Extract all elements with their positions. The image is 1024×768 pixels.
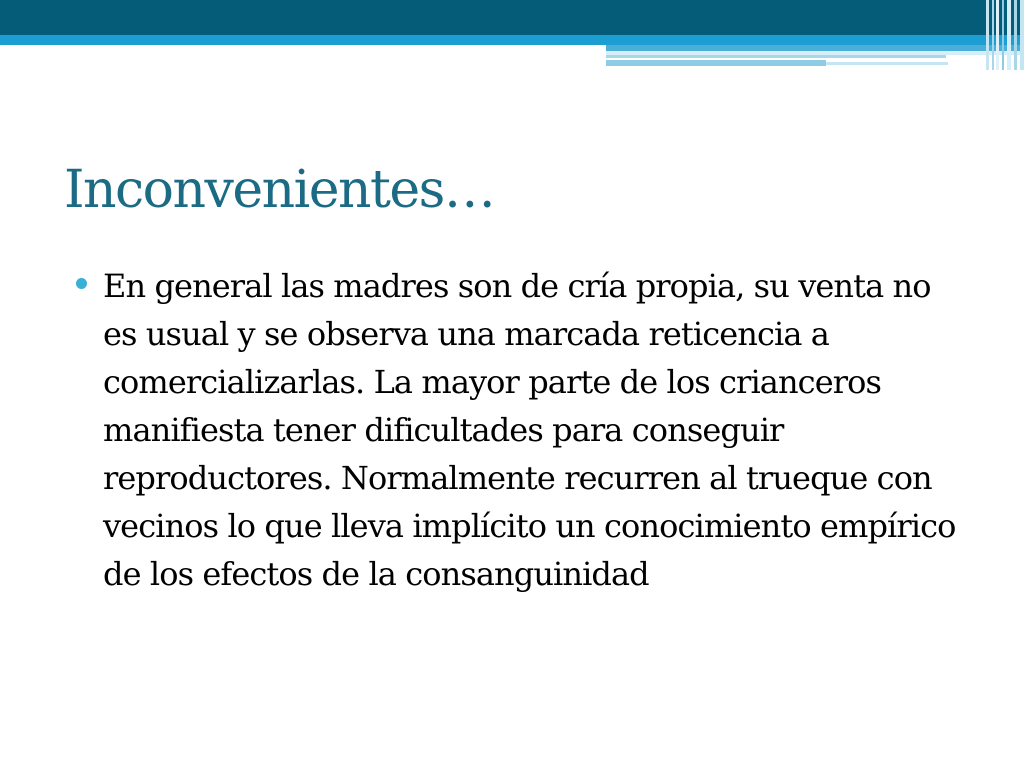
bullet-list <box>76 262 971 598</box>
bullet-text: En general las madres son de cría propia, su venta no es usual y se observa una marcada reticencia a comercializarlas. La mayor parte de los crianceros manifiesta tener dificultades para conseguir reproductores. Normalmente recurren al trueque con vecinos lo que lleva implícito un conocimiento empírico de los efectos de la consanguinidad <box>103 267 956 593</box>
bullet-dot-icon <box>76 278 87 289</box>
header-decoration <box>0 0 1024 70</box>
bullet-item <box>76 262 971 598</box>
slide-title: Inconvenientes… <box>64 160 495 220</box>
